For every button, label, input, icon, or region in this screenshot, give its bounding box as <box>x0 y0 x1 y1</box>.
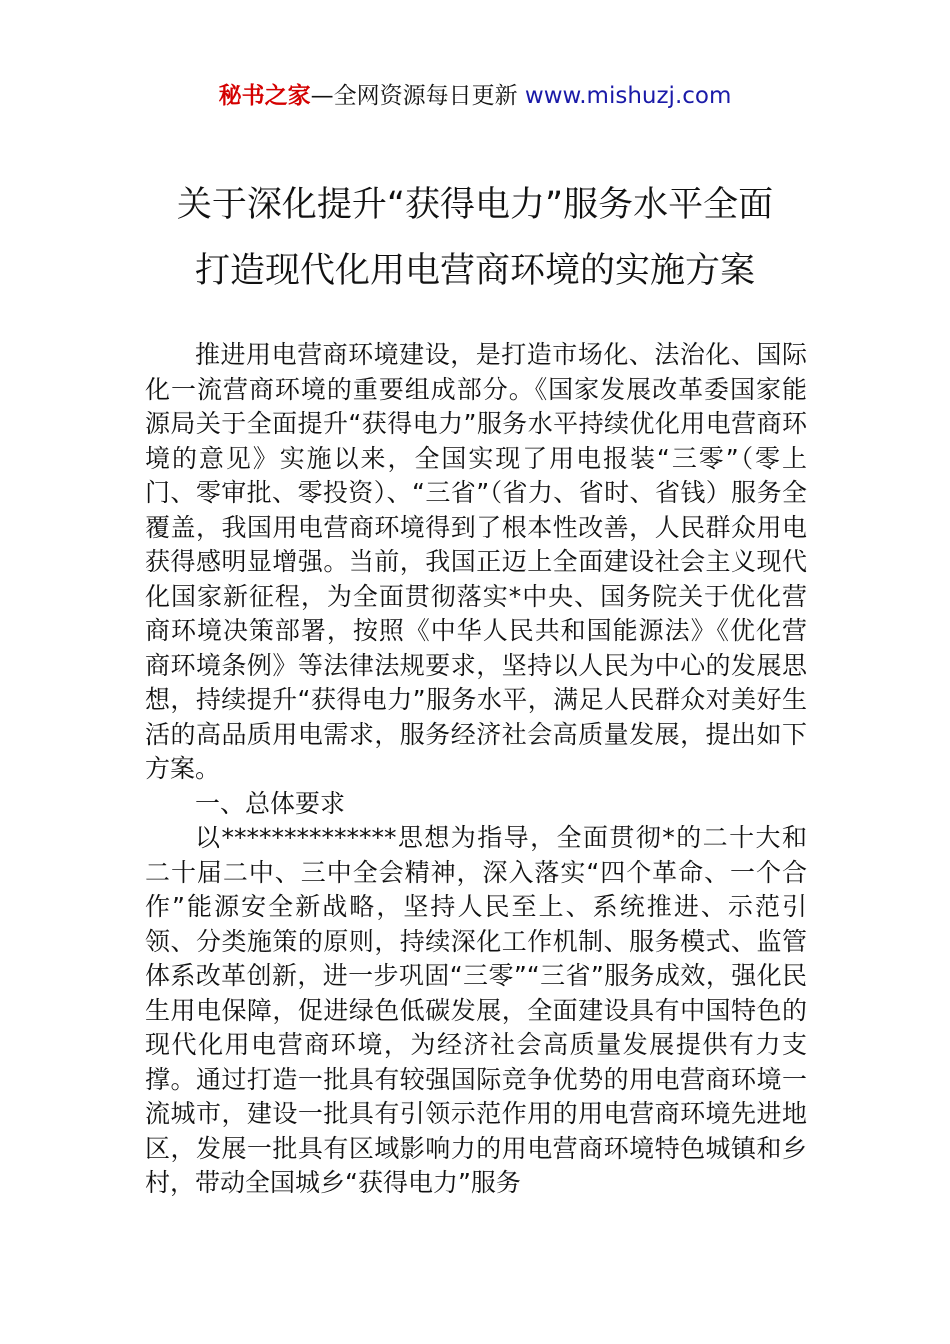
document-title <box>0 172 950 304</box>
site-header <box>0 80 950 112</box>
site-brand: 秘书之家 <box>218 83 311 109</box>
paragraph-intro: 推进用电营商环境建设，是打造市场化、法治化、国际化一流营商环境的重要组成部分。《国家发展改革委国家能源局关于全面提升“获得电力”服务水平持续优化用电营商环境的意见》实施以来，全国实现了用电报装“三零”（零上门、零审批、零投资）、“三省”（省力、省时、省钱）服务全覆盖，我国用电营商环境得到了根本性改善，人民群众用电获得感明显增强。当前，我国正迈上全面建设社会主义现代化国家新征程，为全面贯彻落实*中央、国务院关于优化营商环境决策部署，按照《中华人民共和国能源法》《优化营商环境条例》等法律法规要求，坚持以人民为中心的发展思想，持续提升“获得电力”服务水平，满足人民群众对美好生活的高品质用电需求，服务经济社会高质量发展，提出如下方案。 <box>145 340 807 783</box>
paragraph-requirements: 以**************思想为指导，全面贯彻*的二十大和二十届二中、三中全会精神，深入落实“四个革命、一个合作”能源安全新战略，坚持人民至上、系统推进、示范引领、分类施策的原则，持续深化工作机制、服务模式、监管体系改革创新，进一步巩固“三零”“三省”服务成效，强化民生用电保障，促进绿色低碳发展，全面建设具有中国特色的现代化用电营商环境，为经济社会高质量发展提供有力支撑。通过打造一批具有较强国际竞争优势的用电营商环境一流城市，建设一批具有引领示范作用的用电营商环境先进地区，发展一批具有区域影响力的用电营商环境特色城镇和乡村，带动全国城乡“获得电力”服务 <box>145 823 807 1197</box>
document-body <box>145 338 807 1201</box>
section-heading: 一、总体要求 <box>195 788 346 818</box>
title-line-2: 打造现代化用电营商环境的实施方案 <box>194 251 755 291</box>
site-tagline: —全网资源每日更新 <box>310 83 525 109</box>
site-url[interactable]: www.mishuzj.com <box>524 83 732 109</box>
title-line-1: 关于深化提升“获得电力”服务水平全面 <box>176 185 774 225</box>
